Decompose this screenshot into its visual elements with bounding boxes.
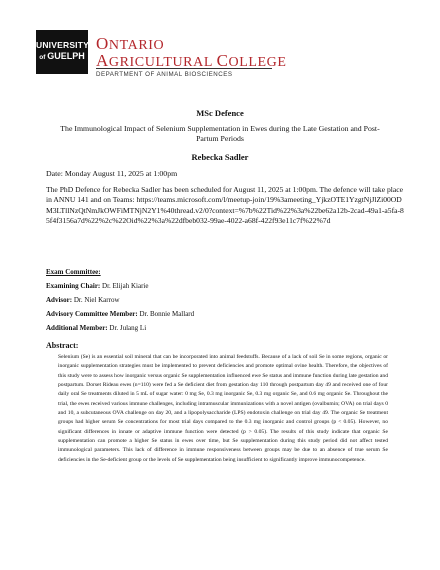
- abstract-body: Selenium (Se) is an essential soil mineral that can be incorporated into animal feedstuffs. Because of a lack of soil Se in some regions, organic or inorganic supplementation strategies must be implemented to prevent deficiencies and promote optimal ovine health. Therefore, the objectives of this study were to assess how inorganic versus organic Se supplementation influenced ewe Se status and immune function during late gestation and postpartum. Dorset Rideau ewes (n=110) were fed a Se deficient diet from gestation day 110 through postpartum day 49 and received one of four daily oral Se treatments diluted in 5 mL of sugar water: 0 mg Se, 0.3 mg inorganic Se, 0.3 mg organic Se, and 0.6 mg organic Se. Throughout the trial, the ewes received various immune challenges, including intramuscular immunizations with a novel antigen (ovalbumin; OVA) on trial days 0 and 10, a subcutaneous OVA challenge on day 20, and a lipopolysaccharide (LPS) endotoxin challenge on trial day 49. The organic Se treatment groups had higher serum Se concentrations for most trial days compared to the 0.3 mg inorganic and control groups (p < 0.05). However, no significant differences in innate or adaptive immune function were detected (p > 0.05). The results of this study indicate that organic Se supplementation can promote a higher Se status in ewes over time, but Se supplementation during this study period did not affect tested immunological parameters. This lack of difference in immune responsiveness between groups may be due to an absence of true serum Se deficiencies in the Se-deficient group or the levels of Se supplementation being insufficient to significantly improve immunocompetence.: [58, 354, 388, 463]
- announcement-text: The PhD Defence for Rebecka Sadler has been scheduled for August 11, 2025 at 1:00pm. The defence will take place in ANNU 141 and on Teams: https://teams.microsoft.com/l/meetup-join/19%3ameeting_YjkzOTE1YzgtNjJlZi00ODM3LTllNzQtNmJkOWFiMTNjN2Y1%40thread.v2/0?context=%7b%22Tid%22%3a%22be62a12b-2cad-49a1-a5fa-85f4f3156a7d%22%2c%22Oid%22%3a%22dfbeb032-99ae-4022-a68f-422f93e11c7f%22%7d: [46, 185, 404, 225]
- advisor-name: Dr. Niel Karrow: [73, 296, 120, 304]
- thesis-title: The Immunological Impact of Selenium Supplementation in Ewes during the Late Gestation and Post-Partum Periods: [60, 124, 380, 143]
- logo-line2-main: GUELPH: [47, 51, 85, 61]
- examining-chair-name: Dr. Elijah Kiarie: [102, 282, 149, 290]
- college-line1-rest: NTARIO: [108, 38, 165, 53]
- defence-date: Date: Monday August 11, 2025 at 1:00pm: [46, 169, 178, 178]
- college-line1-cap: O: [96, 34, 109, 53]
- university-logo: [36, 30, 88, 74]
- committee-member-name: Dr. Bonnie Mallard: [139, 310, 195, 318]
- college-line2-rest2: OLLEGE: [228, 55, 287, 70]
- page-title: MSc Defence: [196, 108, 244, 118]
- committee-member-line: [46, 310, 194, 318]
- college-line2-rest: GRICULTURAL: [108, 55, 217, 70]
- department-name: DEPARTMENT OF ANIMAL BIOSCIENCES: [96, 68, 272, 78]
- logo-line2: [36, 51, 88, 63]
- college-name: [96, 36, 287, 70]
- examining-chair-line: [46, 282, 148, 290]
- additional-member-line: [46, 324, 146, 332]
- college-line1: [96, 36, 287, 53]
- college-line2-cap: A: [96, 51, 109, 70]
- logo-line1: UNIVERSITY: [36, 40, 90, 50]
- abstract-heading: Abstract:: [46, 341, 79, 350]
- header: [36, 30, 416, 94]
- additional-member-label: Additional Member:: [46, 324, 108, 332]
- college-line2-cap2: C: [216, 51, 229, 70]
- advisor-line: [46, 296, 120, 304]
- examining-chair-label: Examining Chair:: [46, 282, 101, 290]
- committee-member-label: Advisory Committee Member:: [46, 310, 138, 318]
- committee-heading-label: Exam Committee:: [46, 268, 101, 276]
- logo-line2-prefix: of: [39, 54, 46, 61]
- advisor-label: Advisor:: [46, 296, 73, 304]
- presenter-name: Rebecka Sadler: [191, 152, 249, 162]
- additional-member-name: Dr. Julang Li: [107, 324, 147, 332]
- committee-heading: [46, 268, 101, 276]
